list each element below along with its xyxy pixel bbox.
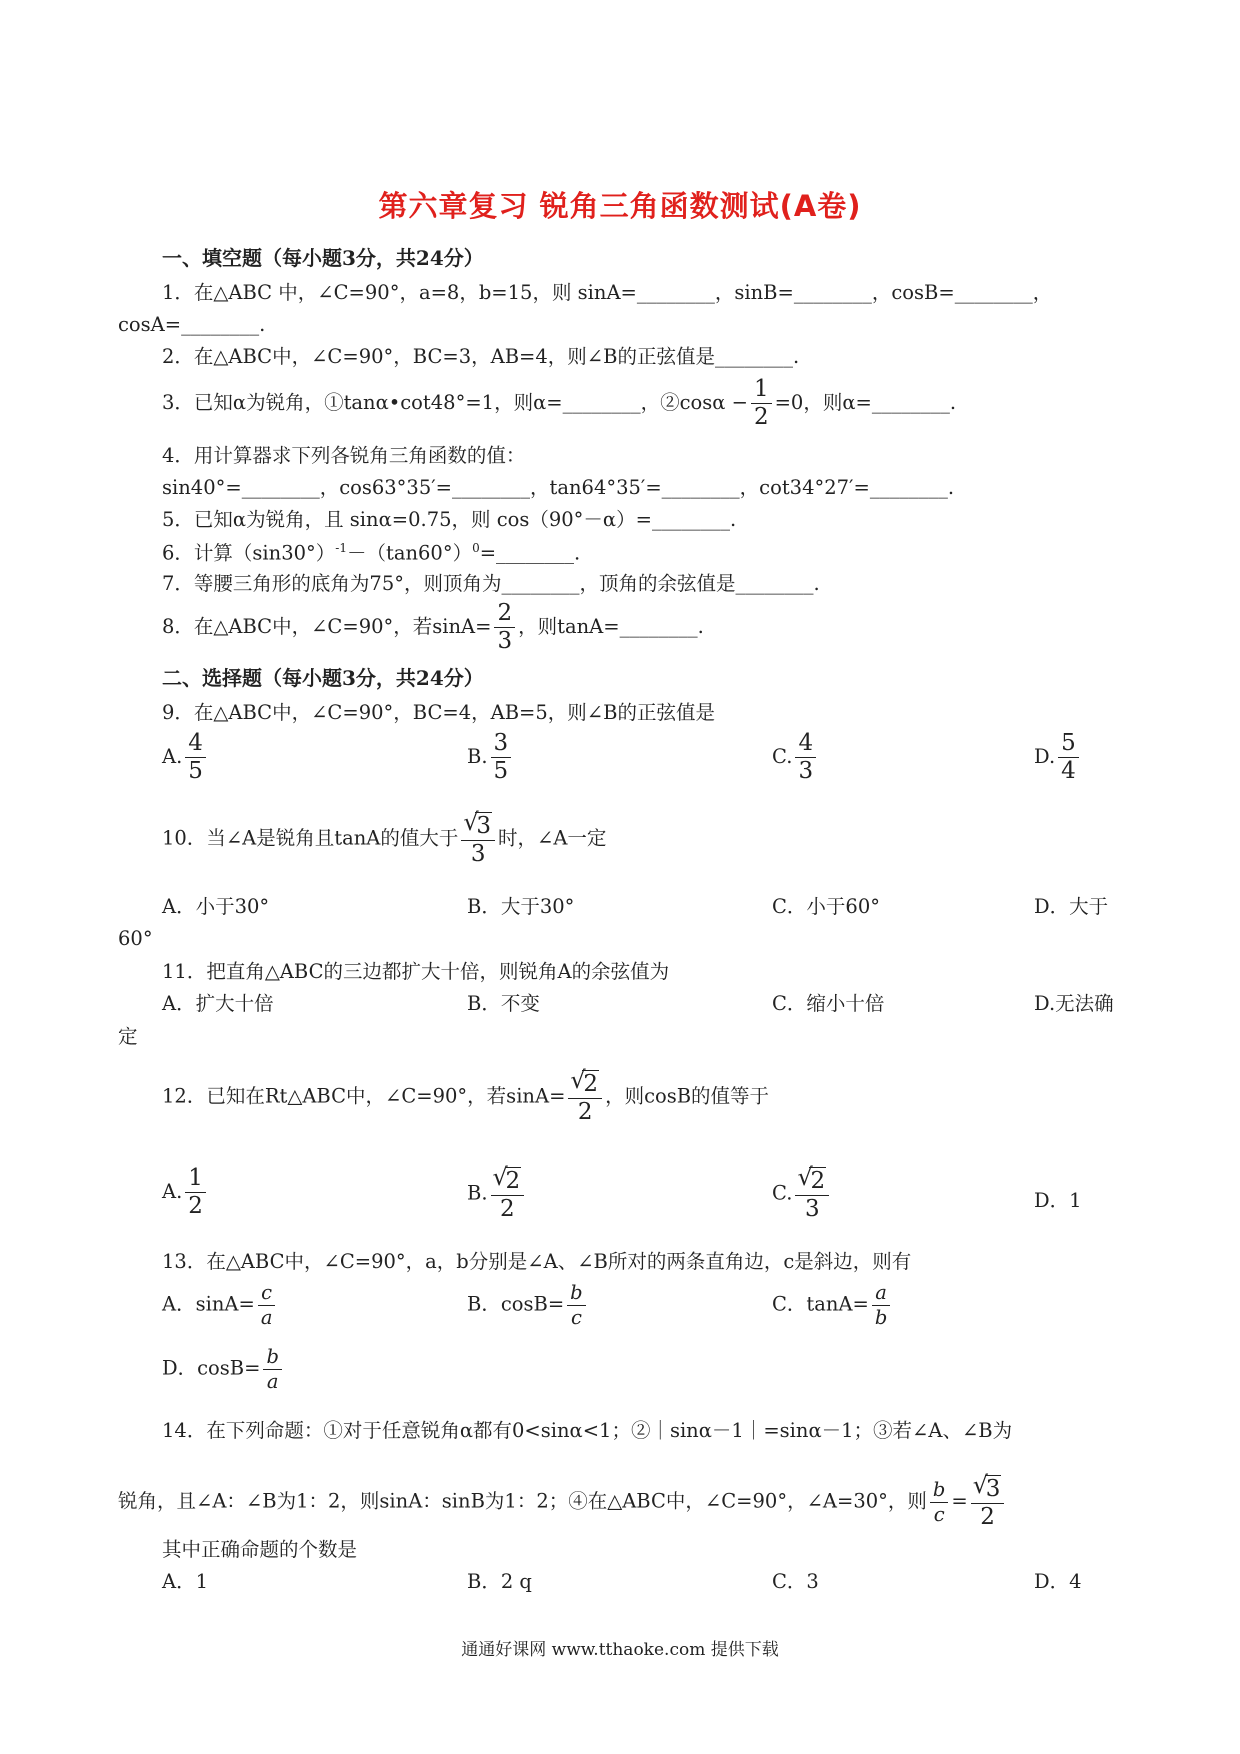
q13-option-d xyxy=(162,1347,285,1391)
q13-option-c-fraction xyxy=(872,1283,890,1327)
q9-option-a-numerator: 4 xyxy=(185,732,206,758)
q13-option-c-denominator: b xyxy=(874,1305,888,1329)
question-3 xyxy=(162,378,956,429)
q6-text-b: －（tan60°） xyxy=(346,541,473,565)
q12-radicand: 2 xyxy=(583,1071,599,1097)
q12-option-c-denominator: 3 xyxy=(804,1196,820,1222)
q3-denominator: 2 xyxy=(753,404,769,430)
q9-option-b xyxy=(467,732,514,783)
q11-option-a: A．扩大十倍 xyxy=(162,992,274,1015)
q8-text-pre: 8．在△ABC中，∠C=90°，若sinA= xyxy=(162,615,492,638)
q12-option-a-denominator: 2 xyxy=(188,1193,203,1219)
q13-option-d-label: D．cosB= xyxy=(162,1356,261,1380)
q9-option-c-numerator: 4 xyxy=(795,732,816,758)
q12-option-a xyxy=(162,1167,209,1218)
q10-text-post: 时，∠A一定 xyxy=(497,826,607,850)
q9-option-d xyxy=(1034,732,1082,783)
q13-option-c-numerator: a xyxy=(872,1283,890,1306)
q9-option-d-label: D. xyxy=(1034,745,1056,768)
q13-option-a-fraction xyxy=(258,1283,276,1327)
q13-option-b-denominator: c xyxy=(570,1305,582,1329)
q12-option-b-label: B. xyxy=(467,1181,488,1205)
q12-option-b-numerator xyxy=(491,1167,525,1196)
q12-option-c-numerator xyxy=(795,1167,829,1196)
q10-option-c: C．小于60° xyxy=(772,895,880,918)
q13-option-a-numerator: c xyxy=(258,1283,276,1306)
question-7: 7．等腰三角形的底角为75°，则顶角为________，顶角的余弦值是________. xyxy=(162,572,820,595)
q3-text-pre: 3．已知α为锐角，①tanα•cot48°=1，则α=________，②cosα − xyxy=(162,391,748,414)
q13-option-a xyxy=(162,1283,278,1327)
q6-exponent-2: 0 xyxy=(472,541,480,555)
question-14-line-1: 14．在下列命题：①对于任意锐角α都有0<sinα<1；②｜sinα－1｜=sinα－1；③若∠A、∠B为 xyxy=(162,1419,1013,1442)
q10-text-pre: 10．当∠A是锐角且tanA的值大于 xyxy=(162,826,459,850)
question-10 xyxy=(162,812,606,866)
q9-option-a-label: A. xyxy=(162,745,183,768)
q13-option-c-label: C．tanA= xyxy=(772,1292,869,1316)
q14-sqrt-denominator: 2 xyxy=(980,1504,995,1530)
q13-option-d-fraction xyxy=(263,1347,281,1391)
question-1-line-2: cosA=________. xyxy=(118,313,266,336)
q13-option-a-denominator: a xyxy=(260,1305,273,1329)
q8-fraction xyxy=(494,602,515,653)
q12-option-d: D．1 xyxy=(1034,1189,1082,1212)
section-heading-choice: 二、选择题（每小题3分，共24分） xyxy=(162,666,484,690)
q12-denominator: 2 xyxy=(577,1099,593,1125)
q14-fraction-denominator: c xyxy=(933,1502,945,1526)
q9-option-b-label: B. xyxy=(467,745,488,768)
question-12 xyxy=(162,1070,769,1124)
q12-option-a-fraction xyxy=(185,1167,206,1218)
question-14-line-2 xyxy=(118,1475,1007,1529)
q10-option-d: D．大于 xyxy=(1034,895,1109,918)
q13-option-b-label: B．cosB= xyxy=(467,1292,565,1316)
q12-option-a-label: A. xyxy=(162,1180,183,1203)
q9-option-c-fraction xyxy=(795,732,816,783)
q14-sqrt-numerator xyxy=(971,1475,1005,1504)
q11-option-d-wrap: 定 xyxy=(118,1025,138,1048)
q14-equals: = xyxy=(951,1489,968,1513)
q12-fraction xyxy=(568,1070,602,1124)
q14-option-d: D．4 xyxy=(1034,1570,1082,1593)
q12-option-c-label: C. xyxy=(772,1181,793,1205)
q10-fraction xyxy=(461,812,495,866)
q10-option-d-wrap: 60° xyxy=(118,927,153,950)
q10-option-b: B．大于30° xyxy=(467,895,575,918)
q14-fraction-sqrt xyxy=(971,1475,1005,1529)
q12-numerator xyxy=(568,1070,602,1099)
q3-numerator: 1 xyxy=(751,378,772,404)
question-5: 5．已知α为锐角，且 sinα=0.75，则 cos（90°－α）=________. xyxy=(162,508,737,531)
q12-option-b xyxy=(467,1167,527,1221)
q9-option-b-numerator: 3 xyxy=(491,732,512,758)
q6-text-c: =________. xyxy=(479,541,581,565)
q13-option-c xyxy=(772,1283,893,1327)
page-title: 第六章复习 锐角三角函数测试(A卷) xyxy=(378,189,862,223)
q13-option-d-denominator: a xyxy=(266,1369,279,1393)
q9-option-d-numerator: 5 xyxy=(1058,732,1079,758)
section-heading-fill-in: 一、填空题（每小题3分，共24分） xyxy=(162,246,484,270)
q10-radicand: 3 xyxy=(476,813,491,839)
question-6 xyxy=(162,542,580,563)
q12-option-a-numerator: 1 xyxy=(185,1167,206,1193)
q13-option-b xyxy=(467,1283,589,1327)
question-1-line-1: 1．在△ABC 中，∠C=90°，a=8，b=15，则 sinA=________，sinB=________，cosB=________， xyxy=(162,281,1053,304)
sqrt-symbol xyxy=(974,1475,1002,1501)
sqrt-symbol xyxy=(464,812,492,838)
sqrt-symbol xyxy=(494,1167,522,1193)
page-footer: 通通好课网 www.tthaoke.com 提供下载 xyxy=(461,1640,779,1660)
q14-text-line-2: 锐角，且∠A：∠B为1：2，则sinA：sinB为1：2；④在△ABC中，∠C=90°，∠A=30°，则 xyxy=(118,1489,927,1513)
q12-option-c-fraction xyxy=(795,1167,829,1221)
q10-denominator: 3 xyxy=(470,841,486,867)
q12-option-b-denominator: 2 xyxy=(500,1196,515,1222)
q14-option-b: B．2 q xyxy=(467,1570,532,1593)
q12-option-b-radicand: 2 xyxy=(505,1168,521,1194)
q13-option-d-numerator: b xyxy=(263,1347,281,1370)
q14-radicand: 3 xyxy=(985,1476,1001,1502)
q11-option-b: B．不变 xyxy=(467,992,540,1015)
q12-option-c-radicand: 2 xyxy=(810,1168,826,1194)
q12-option-c xyxy=(772,1167,832,1221)
q9-option-d-fraction xyxy=(1058,732,1079,783)
q10-numerator xyxy=(461,812,495,841)
q9-option-c-denominator: 3 xyxy=(798,758,814,784)
q9-option-c-label: C. xyxy=(772,745,793,768)
q12-text-post: ，则cosB的值等于 xyxy=(605,1084,770,1108)
q9-option-a-fraction xyxy=(185,732,206,783)
q13-option-a-label: A．sinA= xyxy=(162,1292,255,1316)
q8-text-post: ，则tanA=________. xyxy=(518,615,704,638)
q14-fraction-numerator: b xyxy=(930,1480,948,1503)
question-9: 9．在△ABC中，∠C=90°，BC=4，AB=5，则∠B的正弦值是 xyxy=(162,701,715,724)
question-2: 2．在△ABC中，∠C=90°，BC=3，AB=4，则∠B的正弦值是________. xyxy=(162,345,800,368)
q8-denominator: 3 xyxy=(497,628,513,654)
q13-option-b-numerator: b xyxy=(567,1283,585,1306)
q14-option-c: C．3 xyxy=(772,1570,819,1593)
question-14-line-3: 其中正确命题的个数是 xyxy=(162,1538,358,1561)
q10-option-a: A．小于30° xyxy=(162,895,270,918)
q6-exponent-1: -1 xyxy=(335,541,347,555)
question-8 xyxy=(162,602,704,653)
q6-text-a: 6．计算（sin30°） xyxy=(162,541,336,565)
question-4-line-1: 4．用计算器求下列各锐角三角函数的值： xyxy=(162,444,526,467)
q12-option-b-fraction xyxy=(491,1167,525,1221)
q9-option-b-fraction xyxy=(491,732,512,783)
q14-option-a: A．1 xyxy=(162,1570,208,1593)
q13-option-b-fraction xyxy=(567,1283,585,1327)
sqrt-symbol xyxy=(571,1070,599,1096)
q12-text-pre: 12．已知在Rt△ABC中，∠C=90°，若sinA= xyxy=(162,1084,566,1108)
q11-option-d: D.无法确 xyxy=(1034,992,1114,1015)
question-13: 13．在△ABC中，∠C=90°，a，b分别是∠A、∠B所对的两条直角边，c是斜边，则有 xyxy=(162,1250,912,1273)
q3-fraction xyxy=(751,378,772,429)
question-11: 11．把直角△ABC的三边都扩大十倍，则锐角A的余弦值为 xyxy=(162,960,670,983)
q14-fraction-b-over-c xyxy=(930,1480,948,1524)
q9-option-a-denominator: 5 xyxy=(188,758,203,784)
q9-option-c xyxy=(772,732,819,783)
question-4-line-2: sin40°=________，cos63°35′=________，tan64°35′=________，cot34°27′=________. xyxy=(162,476,955,499)
sqrt-symbol xyxy=(798,1167,826,1193)
q9-option-d-denominator: 4 xyxy=(1061,758,1076,784)
q9-option-b-denominator: 5 xyxy=(493,758,509,784)
q3-text-post: =0，则α=________. xyxy=(774,391,957,414)
q8-numerator: 2 xyxy=(494,602,515,628)
q11-option-c: C．缩小十倍 xyxy=(772,992,885,1015)
q9-option-a xyxy=(162,732,209,783)
